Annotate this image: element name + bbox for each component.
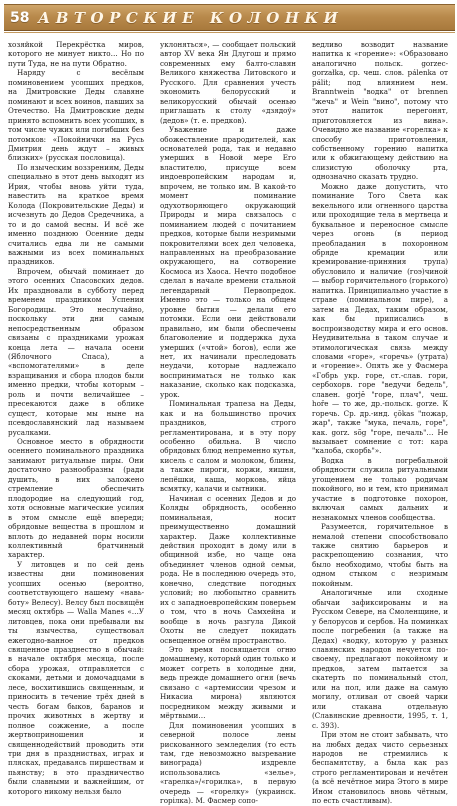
paragraph: По языческим воззрениям, Деды специально в этот день выходят из Ирия, чтобы вновь уйти туда, навестить на краткое время Колода (Покровительские Деды) и исчезнуть до Дедов Средечника, а то и до самой весны. И всё же именно позднюю Осенние деды считались едва ли не самыми важными из всех поминальных праздников. [8,162,144,267]
paragraph: Впрочем, обычай поминает до этого осенних Спасовских дедов. Их праздновали в субботу перед временем праздником Успения Богородицы. Это неслучайно, поскольку эти дни самым непосредственным образом связаны с праздниками урожая конца лета — начала осени (Яблочного Спаса), а «вспомогателями» в деле взращивания и сбора плодов были именно предки, чтобы которым – роль и почти величайшее – пресекаются даже в облике сущест, которые мы ныне на псевдославянский лад называем русалками. [8,266,144,437]
paragraph: Наряду с весёлым поминовением усопших предков, на Дмитровские Деды славяне поминают и всех воинов, павших за Отечество. На Дмитровские деды принято вспомнить всех усопших, в том числе чужих или погибших без потомков: «Покойнички на Русь Дмитрия день ждут – живых близких» (русская пословица). [8,68,144,163]
paragraph: Разумеется, горячительное в немалой степени способствовало также снятию барьеров и раскрепощению сознания, что было необходимо, чтобы быть на одном стыком с незримым покойным. [312,522,448,588]
paragraph: Основное место в обрядности осеннего поминального праздника занимают ритуальные пиры. Они достаточно разнообразны (ради душить, в них заложено стремление обеспечить плодородие на следующий год, хотя основные магические усилия в этом смысле ещё впереди; обрядовые вещества в прошлом и вплоть до недавней поры носили коллективный братчинный характер. [8,437,144,560]
paragraph: У литовцев и по сей день известны дни поминовения усопших осенью (вероятно, соответствующего нашему «навь-боту» Велесу). Велсу был посвящён месяц октябрь — Walla Manes «…У литовцев, пока они пребывали вы ты язычества, существовал ежегодно-ванное от предков священное празднество в обычай: в начале октября месяца, после сбора урожая, отправляется с скоками, детьми и домочадцами в лесе, восхитившись священным, и приносить в течение трёх дней в честь богам быков, баранов и прочих животных в жертву и полное сожжение, а после жертвоприношения и священнодействий проводить эти три дня в праздниствах, играх и плясках, предаваясь пиршествам и пьянству; в это праздничество были славными и важнейшим, от которого никому нельзя было [8,559,144,796]
paragraph: Это время посвящается огню домашнему, который один только и может согреть в холодные дни, ведь прежде домашнего огня (вечь связано с «артемиссии чрезом и Никасиа мирона) являются посредником между живыми и мёртвыми… [160,645,296,721]
paragraph: При этом не стоит забывать, что на любых дедах чисто серьезных народов не стремились к беспамятству, а была как раз строго регламентирован и нечётен (а всё нечётное мира Этого в мире Ином становилось вновь чётным, по есть счастливым). [312,730,448,806]
paragraph: Для поминовения усопших в северной полосе лены рискованного земледелия (то есть там, где невозможно вызревание винограда) издревле использовались «зелье», «гарелка»/«горилка», в первую очередь — «горелку» (украинск. горілка). М. Фасмер сопо- [160,720,296,806]
paragraph: ведливо возводит название напитка к «горение»: «Образовано аналогично польск. gorzec-gorzałka, ср. чеш. слов. pálenka от pálit; под влиянием нем. Branntwein "водка" от brennen "жечь" и Wein "вино", потому что этот напиток перегонят, приготовляется из вина». Очевидно же название «горелка» к способу приготовления, собственному горению напитка или к обжигающему действию на слизистую оболочку рта, однозначно сказать трудно. [312,40,448,182]
paragraph: Уважение и даже обожествление прародителей, как основателей рода, так и недавно умерших в Новой мере Его властителю, присуще всем индоевропейским народам и, впрочем, не только им. В какой-то момент поминание одухотворяющего окружающий Природы и мира связалось с поминанием людей с почитанием предков, которые были незримыми покровителями всех дел человека, направленных на преобразование окружающего, на сотворение Космоса из Хаоса. Нечто подобное сделал в начале времени стальной легендарный Первопредок. Именно это — только на общем уровне бытия — делали его потомки. Если они действовали правильно, им были обеспечены благоволение и поддержка духа умерших («чтой» богов), если же нет, их начинали преследовать неудачи, которые надлежало восприниматься не только как наказание, сколько как подсказка, урок. [160,125,296,399]
paragraph: Аналогичные или сходные обычаи зафиксированы и на Русском Севере, на Смоленщине, и у белорусов и сербов. На поминках после погребения (а также на Дедах) «водку, которую у разных славянских народов нечуется по-своему, предлагают покойному и предков, затем пытается за скатерть по поминальный стол, или на пол, или даже на самую могилу, отливая от своей чарки или стакана отдельную (Славянские древности, 1995, т. 1, с. 393). [312,588,448,730]
paragraph: Начиная с осенних Дедов и до Коляды обрядность, особенно поминальная, носит преимущественно домашний характер. Даже коллективные действия проходят в дому или в общинной избе, но чаще она объединяет членов одной семьи, рода. Не в последнюю очередь это, конечно, следствие погодных условий; но любопытно сравнить их с западноевропейским поверьем о том, что в ночь Самхейна и вообще в ночь разгула Дикой Охоты не следует покидать освещенное огнём пространство. [160,493,296,645]
paragraph: Можно даже допустить, что поминание Того Света как векельного или огненного царства или проходящие тела в мертвеца и буквальное и переносное смысле через огонь (в период преобладания в похоронном обряде кремации или кремирование-приняния трупа) обусловило и наличие (гоэ)чиной — выбор горячительного (горького) напитка. Принципиально участие в страве (поминальном пире), а затем на Дедах, таким образом, как бы приписались в воспроизводству мира и его основ. Неудивительна в таком случае и этимологическая связь между словами «горе», «горечь» (утрата) и «горение». Опять же у Фасмера «Гобрь укр. горе, ст.-слав. гори, сербохорв. горе "ведучи бедель", славен. gorjē "горе, плач", чеш. hoře — то же, др.-польск. gorze. К горечь. Ср. др.-инд. çōkas "пожар, жар", также "мука, печаль, горе", как. gorz. sõg "горе, печаль"… Не вызывает сомнение с тот: кара "калоба, скорбь"». [312,181,448,456]
paragraph: Поминальная трапеза на Деды, как и на большинство прочих праздников, строго регламентирована, и в эту пору особенно обильна. В число обрядовых блюд непременно кутья, кисель с салом и молоком, блины, а также пироги, коржи, яишня, лепёшки, каша, морковь, яйца всмятку, калачи и сытники. [160,399,296,494]
paragraph: хозяйкой Перекрёстка миров, которого не минует никто… Но по пути Туда, не на пути Обратно. [8,40,144,68]
text-column-1 [8,40,144,796]
text-column-3 [312,40,448,806]
paragraph: Водка в погребальной обрядности служила ритуальными угощением не только родичам покойного, но и тем, кто принимал участие в подготовке похорон, включая самых дальних и незнакомых членов сообщества. [312,455,448,522]
running-header [4,4,455,31]
text-column-2 [160,40,296,806]
header-rule [4,32,455,33]
paragraph: уклоняться», — сообщает польский автор XV века Ян Длугош и прямо современных ему балто-славян Великого княжества Литовского и Русского. Для сравнения учесть экономить белорусский и великорусский обычай осенью приглашать к столу «дзядоў» (дедов» (т. е. предков). [160,40,296,125]
page-number: 58 [10,9,30,26]
section-rubric: АВТОРСКИЕ КОЛОНКИ [38,8,344,27]
